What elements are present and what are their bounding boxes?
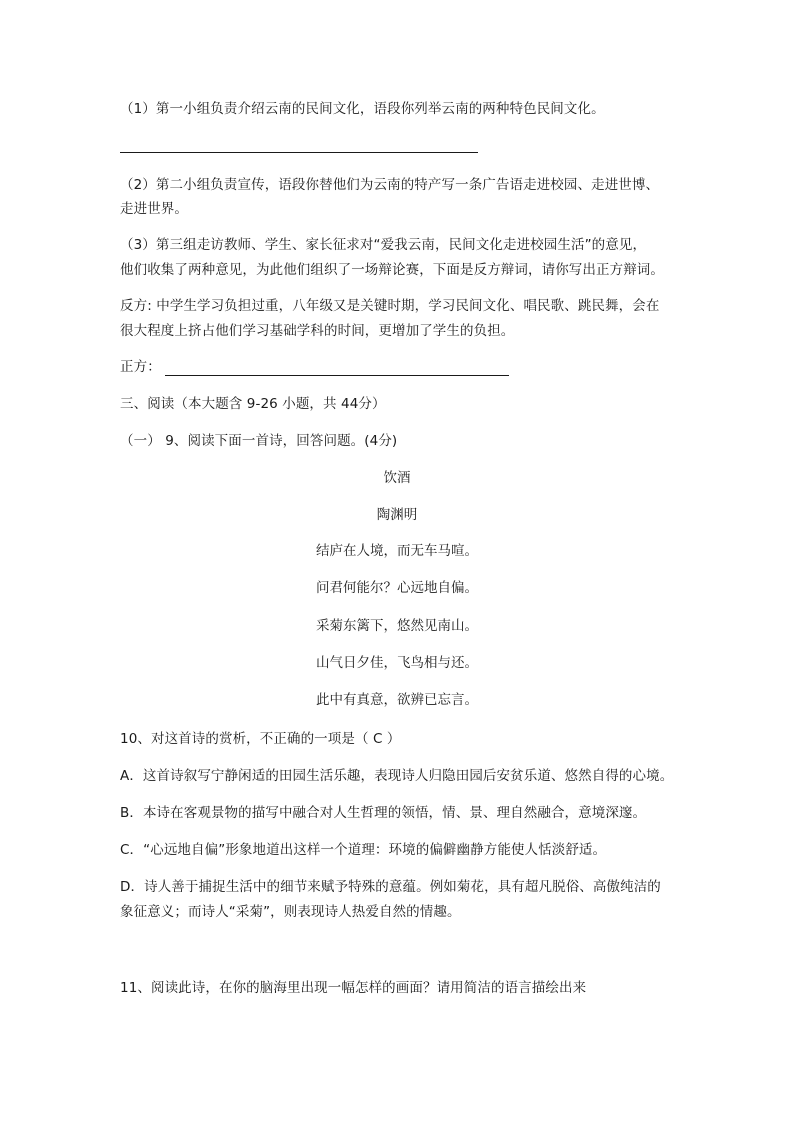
section-3-heading: 三、阅读（本大题含 9-26 小题，共 44分） bbox=[120, 396, 386, 412]
pro-label: 正方： bbox=[120, 359, 161, 375]
question-10: 10、对这首诗的赏析，不正确的一项是（ C ） bbox=[120, 731, 401, 747]
question-11: 11、阅读此诗，在你的脑海里出现一幅怎样的画面？请用简洁的语言描绘出来 bbox=[120, 980, 587, 996]
question-3-line-2: 他们收集了两种意见，为此他们组织了一场辩论赛，下面是反方辩词，请你写出正方辩词。 bbox=[120, 262, 664, 278]
con-argument-line-1: 反方: 中学生学习负担过重，八年级又是关键时期，学习民间文化、唱民歌、跳民舞，会在 bbox=[120, 298, 660, 314]
poem-author: 陶渊明 bbox=[376, 507, 418, 523]
poem-title: 饮酒 bbox=[383, 470, 411, 486]
pro-argument-row bbox=[120, 358, 509, 376]
poem-line: 山气日夕佳，飞鸟相与还。 bbox=[316, 655, 478, 671]
con-argument-line-2: 很大程度上挤占他们学习基础学科的时间，更增加了学生的负担。 bbox=[120, 323, 515, 339]
option-d-line-2: 象征意义；而诗人“采菊”，则表现诗人热爱自然的情趣。 bbox=[120, 904, 461, 920]
question-1: （1）第一小组负责介绍云南的民间文化，语段你列举云南的两种特色民间文化。 bbox=[120, 101, 605, 117]
answer-line-1 bbox=[120, 152, 478, 153]
poem-line: 此中有真意，欲辨已忘言。 bbox=[316, 692, 478, 708]
poem-line: 结庐在人境，而无车马喧。 bbox=[316, 543, 478, 559]
question-2-line-2: 走进世界。 bbox=[120, 201, 188, 217]
pro-answer-line bbox=[165, 361, 509, 376]
poem-line: 问君何能尔？心远地自偏。 bbox=[316, 580, 478, 596]
question-3-line-1: （3）第三组走访教师、学生、家长征求对“爱我云南，民间文化走进校园生活”的意见， bbox=[120, 237, 647, 253]
poem-line: 采菊东篱下，悠然见南山。 bbox=[316, 618, 478, 634]
question-9: （一） 9、阅读下面一首诗，回答问题。(4分) bbox=[120, 433, 398, 449]
option-a: A．这首诗叙写宁静闲适的田园生活乐趣，表现诗人归隐田园后安贫乐道、悠然自得的心境。 bbox=[120, 768, 674, 784]
question-2-line-1: （2）第二小组负责宣传，语段你替他们为云南的特产写一条广告语走进校园、走进世博、 bbox=[120, 177, 660, 193]
option-b: B．本诗在客观景物的描写中融合对人生哲理的领悟，情、景、理自然融合，意境深邃。 bbox=[120, 805, 647, 821]
option-d-line-1: D．诗人善于捕捉生活中的细节来赋予特殊的意蕴。例如菊花，具有超凡脱俗、高傲纯洁的 bbox=[120, 879, 661, 895]
option-c: C．“心远地自偏”形象地道出这样一个道理：环境的偏僻幽静方能使人恬淡舒适。 bbox=[120, 842, 607, 858]
